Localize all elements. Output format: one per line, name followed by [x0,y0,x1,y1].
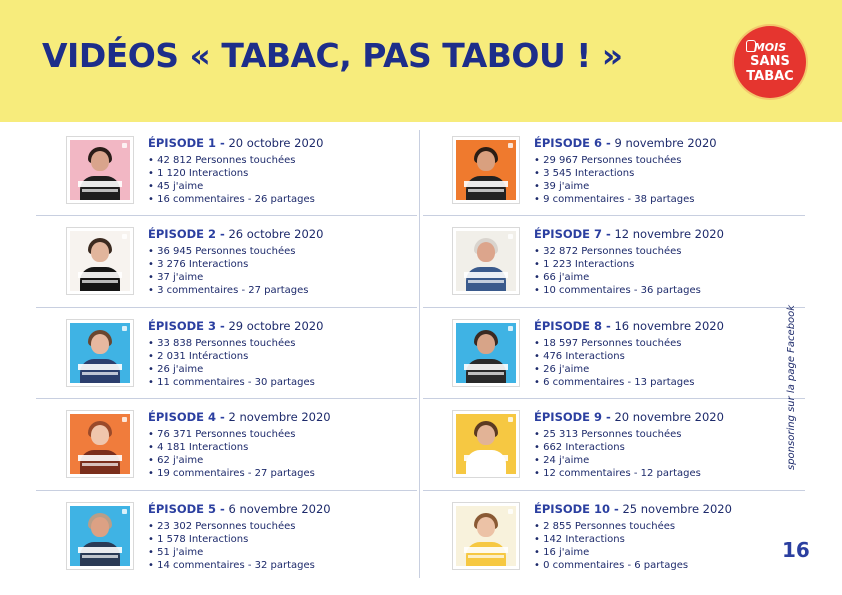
episode-stat-item: • 23 302 Personnes touchées [148,520,438,533]
episode-title [148,410,438,424]
page-number: 16 [782,538,810,562]
episode-card [66,319,436,403]
sponsoring-note: sponsoring sur la page Facebook [786,304,797,470]
page-title: VIDÉOS « TABAC, PAS TABOU ! » [42,36,623,75]
portrait-face [477,242,495,262]
episode-stat-item: • 26 j'aime [148,363,438,376]
logo-line-1: MOIS [753,41,787,54]
thumbnail-background [70,323,130,383]
episode-title [534,136,824,150]
caption-subbar [468,280,504,283]
caption-subbar [468,555,504,558]
episode-stat-item: • 142 Interactions [534,533,824,546]
episode-label: ÉPISODE 10 - [534,502,619,516]
episode-stats-list [148,337,438,389]
episode-info [534,136,824,206]
row-divider [423,490,805,491]
corner-logo-icon [122,417,127,422]
episode-stats-list [148,428,438,480]
episode-info [148,227,438,297]
episode-stat-item: • 39 j'aime [534,180,824,193]
corner-logo-icon [508,417,513,422]
episode-date: 9 novembre 2020 [614,136,717,150]
episode-stat-item: • 4 181 Interactions [148,441,438,454]
episode-title [148,136,438,150]
episode-stat-item: • 16 commentaires - 26 partages [148,193,438,206]
thumbnail-background [70,140,130,200]
episode-stat-item: • 42 812 Personnes touchées [148,154,438,167]
corner-logo-icon [122,326,127,331]
caption-subbar [82,372,118,375]
episode-stats-list [534,154,824,206]
episode-info [534,227,824,297]
episode-stat-item: • 33 838 Personnes touchées [148,337,438,350]
episode-date: 6 novembre 2020 [228,502,331,516]
caption-bar [464,272,508,278]
row-divider [36,490,417,491]
portrait-body [80,176,120,200]
episode-title [148,502,438,516]
episode-stat-item: • 476 Interactions [534,350,824,363]
row-divider [423,307,805,308]
episode-card [66,502,436,586]
portrait-body [466,542,506,566]
caption-bar [464,181,508,187]
caption-bar [78,455,122,461]
episode-thumbnail[interactable] [452,227,520,295]
episode-stat-item: • 62 j'aime [148,454,438,467]
portrait-body [80,542,120,566]
caption-subbar [468,463,504,466]
episode-stat-item: • 16 j'aime [534,546,824,559]
episode-card [66,136,436,220]
episode-stat-item: • 662 Interactions [534,441,824,454]
episode-stat-item: • 10 commentaires - 36 partages [534,284,824,297]
episode-stat-item: • 29 967 Personnes touchées [534,154,824,167]
episode-card [66,227,436,311]
thumbnail-background [70,506,130,566]
episode-card [66,410,436,494]
header-banner [0,0,842,122]
portrait-body [80,359,120,383]
row-divider [36,215,417,216]
episode-title [534,410,824,424]
episode-thumbnail[interactable] [66,319,134,387]
episode-stats-list [534,337,824,389]
episode-title [534,319,824,333]
episode-stat-item: • 1 578 Interactions [148,533,438,546]
portrait-face [477,425,495,445]
episode-title [148,227,438,241]
thumbnail-background [70,231,130,291]
portrait-body [80,267,120,291]
thumbnail-background [456,414,516,474]
episode-stat-item: • 19 commentaires - 27 partages [148,467,438,480]
episode-label: ÉPISODE 2 - [148,227,225,241]
episode-stat-item: • 1 120 Interactions [148,167,438,180]
caption-bar [464,455,508,461]
caption-subbar [82,463,118,466]
logo-line-2: SANS [750,54,790,69]
episode-stat-item: • 26 j'aime [534,363,824,376]
episode-stats-list [534,428,824,480]
thumbnail-background [456,140,516,200]
portrait-face [91,242,109,262]
caption-bar [464,547,508,553]
episode-thumbnail[interactable] [66,136,134,204]
episode-title [148,319,438,333]
episode-stat-item: • 2 031 Intéractions [148,350,438,363]
episode-stat-item: • 12 commentaires - 12 partages [534,467,824,480]
episode-stat-item: • 66 j'aime [534,271,824,284]
episode-stat-item: • 3 545 Interactions [534,167,824,180]
episode-label: ÉPISODE 8 - [534,319,611,333]
episode-stat-item: • 1 223 Interactions [534,258,824,271]
episode-stat-item: • 25 313 Personnes touchées [534,428,824,441]
episode-info [148,410,438,480]
portrait-body [466,176,506,200]
row-divider [423,215,805,216]
portrait-body [466,267,506,291]
caption-bar [464,364,508,370]
corner-logo-icon [508,326,513,331]
thumbnail-background [456,323,516,383]
episode-label: ÉPISODE 1 - [148,136,225,150]
episode-date: 20 octobre 2020 [228,136,324,150]
episode-stat-item: • 2 855 Personnes touchées [534,520,824,533]
portrait-face [91,517,109,537]
caption-subbar [82,555,118,558]
episode-thumbnail[interactable] [66,410,134,478]
episode-stats-list [148,245,438,297]
thumbnail-background [456,231,516,291]
episode-label: ÉPISODE 3 - [148,319,225,333]
episode-label: ÉPISODE 4 - [148,410,225,424]
thumbnail-background [70,414,130,474]
thumbnail-background [456,506,516,566]
episode-label: ÉPISODE 9 - [534,410,611,424]
episode-label: ÉPISODE 5 - [148,502,225,516]
episode-stat-item: • 24 j'aime [534,454,824,467]
corner-logo-icon [508,143,513,148]
portrait-face [477,151,495,171]
corner-logo-icon [122,143,127,148]
episode-thumbnail[interactable] [452,319,520,387]
corner-logo-icon [122,509,127,514]
episode-stat-item: • 18 597 Personnes touchées [534,337,824,350]
episode-info [148,319,438,389]
portrait-face [477,517,495,537]
episode-info [534,502,824,572]
portrait-body [466,359,506,383]
episode-stat-item: • 6 commentaires - 13 partages [534,376,824,389]
episode-stat-item: • 32 872 Personnes touchées [534,245,824,258]
episode-thumbnail[interactable] [452,136,520,204]
episode-stats-list [534,520,824,572]
episode-info [148,502,438,572]
episodes-grid [36,122,805,582]
caption-bar [78,272,122,278]
episode-stats-list [534,245,824,297]
episode-info [148,136,438,206]
portrait-face [91,151,109,171]
episode-stat-item: • 37 j'aime [148,271,438,284]
episode-stat-item: • 14 commentaires - 32 partages [148,559,438,572]
episode-card [452,502,822,586]
episode-thumbnail[interactable] [452,410,520,478]
episode-stats-list [148,154,438,206]
episode-title [534,502,824,516]
corner-logo-icon [508,234,513,239]
episode-card [452,136,822,220]
episode-date: 12 novembre 2020 [614,227,724,241]
mois-sans-tabac-logo [734,26,806,98]
episode-stat-item: • 3 commentaires - 27 partages [148,284,438,297]
episode-thumbnail[interactable] [66,227,134,295]
portrait-body [80,450,120,474]
caption-subbar [468,189,504,192]
row-divider [36,307,417,308]
caption-bar [78,181,122,187]
episode-label: ÉPISODE 7 - [534,227,611,241]
episode-stats-list [148,520,438,572]
logo-line-3: TABAC [746,69,794,84]
episode-title [534,227,824,241]
episode-thumbnail[interactable] [452,502,520,570]
episode-stat-item: • 45 j'aime [148,180,438,193]
caption-bar [78,364,122,370]
episode-date: 29 octobre 2020 [228,319,324,333]
row-divider [423,398,805,399]
episode-info [534,319,824,389]
episode-thumbnail[interactable] [66,502,134,570]
episode-date: 2 novembre 2020 [228,410,331,424]
corner-logo-icon [508,509,513,514]
episode-card [452,319,822,403]
episode-date: 25 novembre 2020 [622,502,732,516]
episode-date: 26 octobre 2020 [228,227,324,241]
episode-stat-item: • 0 commentaires - 6 partages [534,559,824,572]
portrait-body [466,450,506,474]
episode-date: 16 novembre 2020 [614,319,724,333]
row-divider [36,398,417,399]
episode-stat-item: • 3 276 Interactions [148,258,438,271]
caption-subbar [468,372,504,375]
episode-date: 20 novembre 2020 [614,410,724,424]
portrait-face [91,334,109,354]
episode-stat-item: • 76 371 Personnes touchées [148,428,438,441]
episode-stat-item: • 51 j'aime [148,546,438,559]
episode-info [534,410,824,480]
caption-subbar [82,280,118,283]
portrait-face [477,334,495,354]
episode-card [452,227,822,311]
episode-stat-item: • 11 commentaires - 30 partages [148,376,438,389]
caption-bar [78,547,122,553]
episode-card [452,410,822,494]
episode-label: ÉPISODE 6 - [534,136,611,150]
episode-stat-item: • 36 945 Personnes touchées [148,245,438,258]
corner-logo-icon [122,234,127,239]
episode-stat-item: • 9 commentaires - 38 partages [534,193,824,206]
portrait-face [91,425,109,445]
caption-subbar [82,189,118,192]
